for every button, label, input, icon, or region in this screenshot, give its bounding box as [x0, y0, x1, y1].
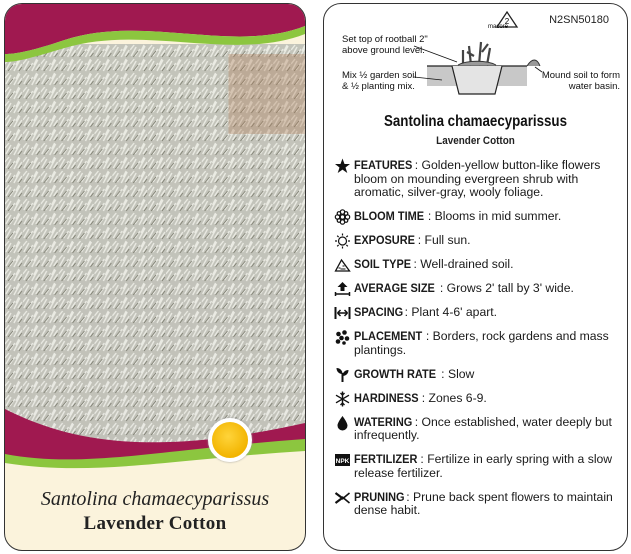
- diagram-label-left-2: & ½ planting mix.: [342, 81, 415, 92]
- attribute-list: [334, 159, 624, 528]
- attr-label: SOIL TYPE: [354, 257, 412, 271]
- top-wave-banner: [5, 4, 305, 74]
- attr-label: EXPOSURE: [354, 233, 415, 247]
- recycle-number: 2: [504, 17, 510, 26]
- back-latin-name: Santolina chamaecyparissus: [383, 113, 567, 130]
- attr-placement: [334, 330, 624, 357]
- attr-text: : Plant 4-6' apart.: [404, 305, 498, 319]
- attr-spacing: [334, 306, 624, 320]
- attr-label: PLACEMENT: [354, 329, 423, 343]
- attr-fertilizer: [334, 453, 624, 480]
- pruners-icon: [334, 490, 351, 506]
- attr-text: : Borders, rock gardens and mass plantings.: [354, 329, 609, 357]
- attr-label: AVERAGE SIZE: [354, 281, 435, 295]
- diagram-label-top-2: above ground level.: [342, 45, 425, 56]
- diagram-label-top-1: Set top of rootball 2": [342, 34, 428, 45]
- snowflake-icon: [334, 391, 351, 407]
- attr-text: : Full sun.: [417, 233, 471, 247]
- attr-label: SPACING: [354, 305, 404, 319]
- growth-icon: [334, 367, 351, 383]
- diagram-label-right-2: water basin.: [568, 81, 620, 92]
- recycle-brand: macore: [488, 24, 509, 30]
- sun-icon: [334, 233, 351, 249]
- attr-text: : Well-drained soil.: [413, 257, 514, 271]
- back-common-name: Lavender Cotton: [436, 135, 515, 147]
- size-icon: [334, 281, 351, 297]
- placement-icon: [334, 329, 351, 345]
- attr-label: FERTILIZER: [354, 452, 418, 466]
- attr-exposure: [334, 234, 624, 248]
- attr-bloom-time: [334, 210, 624, 224]
- attr-text: : Fertilize in early spring with a slow release fertilizer.: [354, 452, 613, 480]
- diagram-label-left-1: Mix ½ garden soil: [342, 70, 417, 81]
- front-latin-name: Santolina chamaecyparissus: [40, 488, 270, 510]
- attr-growth-rate: [334, 368, 624, 382]
- attr-watering: [334, 416, 624, 443]
- svg-text:NPK: NPK: [335, 458, 350, 465]
- npk-icon: [334, 452, 351, 468]
- attr-text: : Blooms in mid summer.: [427, 209, 562, 223]
- attr-text: : Once established, water deeply but infrequently.: [354, 414, 612, 442]
- attr-text: : Golden-yellow button-like flowers bloom on mounding evergreen shrub with aromatic, silver-gray, wooly foliage.: [354, 158, 601, 199]
- plant-photo: [5, 44, 305, 454]
- attr-label: GROWTH RATE: [354, 366, 437, 381]
- back-card: [323, 3, 628, 551]
- planting-diagram: [332, 32, 622, 107]
- attr-hardiness: [334, 392, 624, 406]
- attr-label: HARDINESS: [354, 390, 419, 405]
- bloom-icon: [334, 209, 351, 225]
- star-icon: [334, 158, 351, 174]
- attr-label: PRUNING: [354, 489, 405, 504]
- front-common-name: Lavender Cotton: [83, 513, 227, 534]
- attr-features: [334, 159, 624, 200]
- attr-label: BLOOM TIME: [354, 209, 425, 223]
- diagram-label-right-1: Mound soil to form: [541, 70, 620, 81]
- attr-text: : Prune back spent flowers to maintain dense habit.: [354, 489, 613, 517]
- attr-text: : Zones 6-9.: [421, 390, 487, 405]
- front-card: [4, 3, 306, 551]
- attr-text: : Grows 2' tall by 3' wide.: [439, 281, 574, 295]
- product-code: N2SN50180: [549, 14, 609, 26]
- soil-icon: [334, 257, 351, 273]
- attr-soil-type: [334, 258, 624, 272]
- attr-pruning: [334, 491, 624, 518]
- attr-average-size: [334, 282, 624, 296]
- full-sun-badge: [208, 418, 252, 462]
- water-drop-icon: [334, 415, 351, 431]
- bottom-wave-banner: [5, 399, 305, 489]
- attr-label: FEATURES: [354, 158, 413, 172]
- spacing-icon: [334, 305, 351, 321]
- attr-label: WATERING: [354, 414, 413, 429]
- attr-text: : Slow: [441, 366, 475, 381]
